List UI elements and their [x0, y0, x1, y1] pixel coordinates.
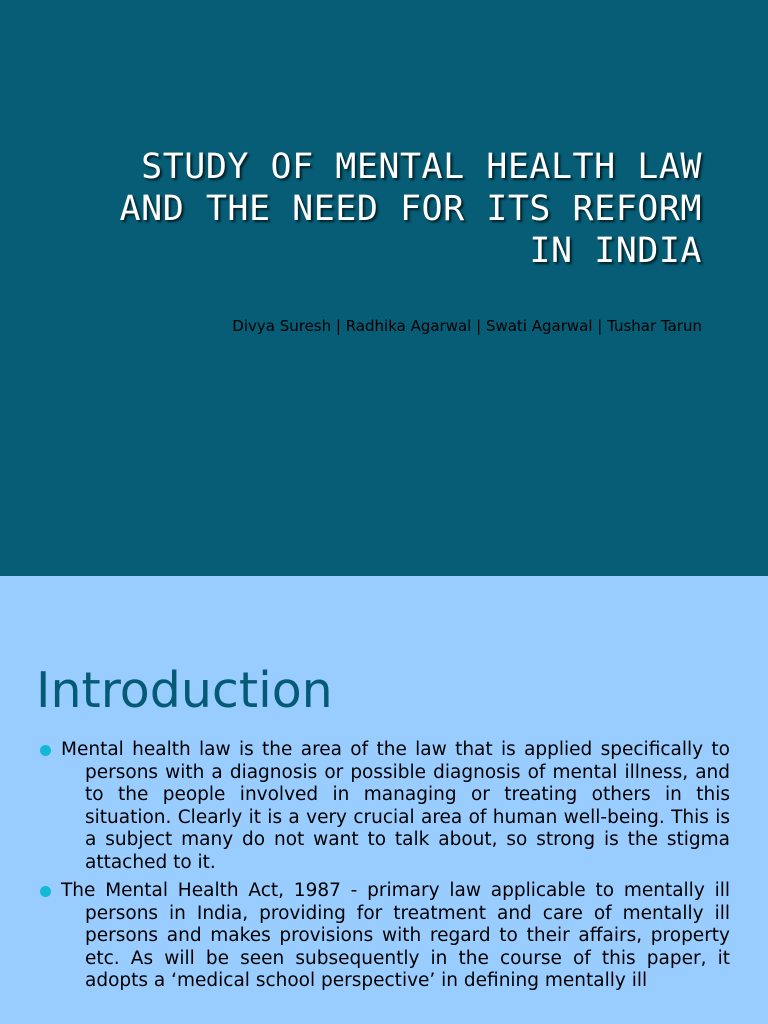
bullet-dot-icon: [40, 886, 51, 897]
bullet-list: [40, 739, 730, 999]
bullet-text: The Mental Health Act, 1987 - primary law applicable to mentally ill persons in India, providing for treatment and care of mentally ill persons and makes provisions with regard to their affairs, property etc. As will be seen subsequently in the course of this paper, it adopts a ‘medical school perspective’ in defining mentally ill: [61, 880, 730, 991]
slide-title: [22, 146, 702, 272]
bullet-text: Mental health law is the area of the law that is applied specifically to persons with a diagnosis or possible diagnosis of mental illness, and to the people involved in managing or treating others in this situation. Clearly it is a very crucial area of human well-being. This is a subject many do not want to talk about, so strong is the stigma attached to it.: [61, 739, 730, 873]
title-line: AND THE NEED FOR ITS REFORM: [119, 189, 702, 229]
title-line: IN INDIA: [529, 231, 702, 271]
bullet-dot-icon: [40, 745, 51, 756]
authors-line: Divya Suresh | Radhika Agarwal | Swati Agarwal | Tushar Tarun: [232, 317, 702, 335]
title-line: STUDY OF MENTAL HEALTH LAW: [141, 147, 702, 187]
bullet-item: [40, 739, 730, 874]
slide-heading: Introduction: [36, 662, 333, 719]
bullet-item: [40, 880, 730, 993]
introduction-slide: [0, 576, 768, 1024]
